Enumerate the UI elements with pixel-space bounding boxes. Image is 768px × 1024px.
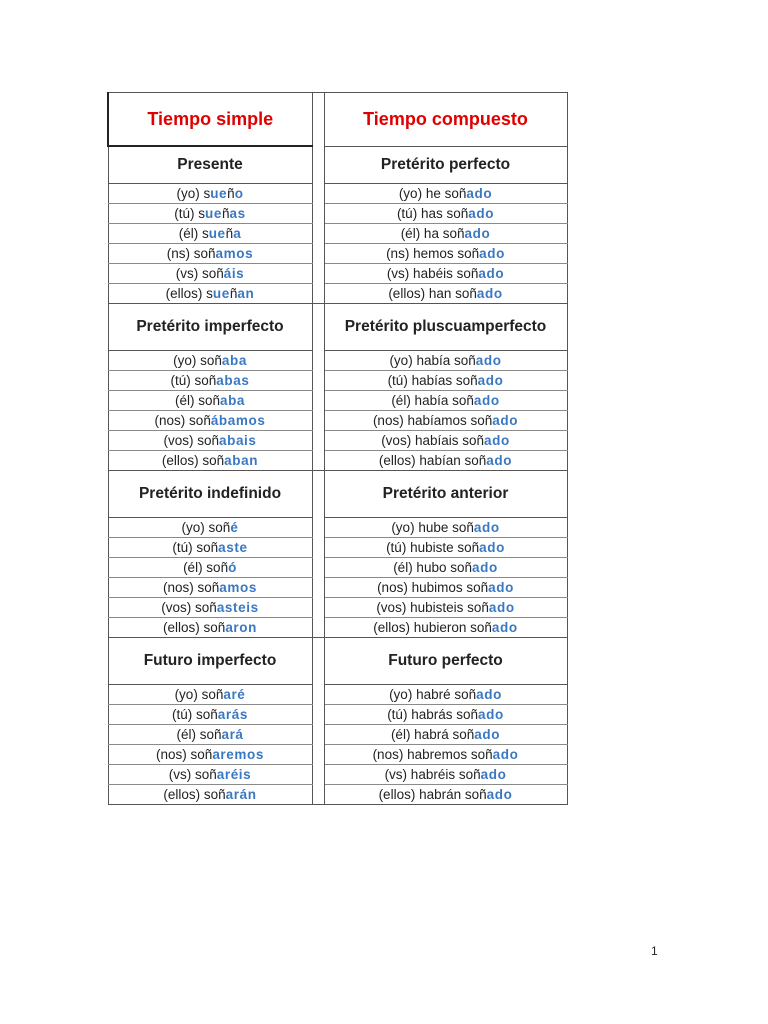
verb-stem: (nos) soñ [154, 413, 211, 428]
verb-ending: ado [475, 353, 502, 368]
verb-stem: (ellos) soñ [163, 620, 226, 635]
verb-ending: ó [228, 560, 237, 575]
compound-form [324, 204, 567, 224]
conjugation-row [108, 538, 567, 558]
verb-ending: aremos [212, 747, 264, 762]
simple-form [108, 618, 312, 638]
verb-ending: ado [480, 767, 507, 782]
column-gap [312, 304, 324, 351]
verb-ending: ado [474, 727, 501, 742]
simple-form [108, 224, 312, 244]
verb-ending: ado [488, 600, 515, 615]
conjugation-table [107, 92, 568, 805]
conjugation-row [108, 264, 567, 284]
simple-form [108, 391, 312, 411]
column-gap [312, 391, 324, 411]
column-gap [312, 685, 324, 705]
column-gap [312, 558, 324, 578]
conjugation-row [108, 598, 567, 618]
verb-stem: (yo) soñ [174, 687, 224, 702]
compound-form [324, 264, 567, 284]
header-compound-tense: Tiempo compuesto [324, 93, 567, 147]
simple-form [108, 204, 312, 224]
conjugation-row [108, 431, 567, 451]
column-gap [312, 431, 324, 451]
verb-stem: ñ [225, 226, 234, 241]
simple-tense-title: Futuro imperfecto [108, 638, 312, 685]
verb-stem: (ns) hemos soñ [386, 246, 480, 261]
compound-form [324, 725, 567, 745]
verb-stem: (tú) habías soñ [387, 373, 478, 388]
conjugation-row [108, 451, 567, 471]
verb-ending: ado [491, 620, 518, 635]
simple-form [108, 284, 312, 304]
verb-ending: asteis [216, 600, 259, 615]
verb-stem: ñ [229, 286, 238, 301]
compound-form [324, 391, 567, 411]
verb-ending: o [234, 186, 244, 201]
verb-stem: ñ [227, 186, 235, 201]
verb-stem: (yo) hube soñ [391, 520, 474, 535]
verb-ending: ado [464, 226, 491, 241]
column-gap [312, 284, 324, 304]
verb-ending: aba [221, 353, 247, 368]
conjugation-row [108, 785, 567, 805]
compound-form [324, 705, 567, 725]
column-gap [312, 411, 324, 431]
verb-ending: arás [217, 707, 248, 722]
verb-ending: ado [473, 393, 500, 408]
verb-ending: aste [218, 540, 248, 555]
compound-form [324, 578, 567, 598]
compound-form [324, 184, 567, 204]
verb-ending: ado [468, 206, 495, 221]
conjugation-row [108, 618, 567, 638]
conjugation-table-body [108, 93, 567, 805]
verb-ending: ado [492, 413, 519, 428]
simple-form [108, 411, 312, 431]
compound-tense-title: Pretérito pluscuamperfecto [324, 304, 567, 351]
page-number: 1 [651, 944, 658, 958]
column-gap [312, 745, 324, 765]
verb-stem: (ellos) habían soñ [378, 453, 487, 468]
conjugation-row [108, 518, 567, 538]
verb-stem: (vos) habíais soñ [381, 433, 484, 448]
verb-stem: (él) habrá soñ [390, 727, 475, 742]
simple-form [108, 685, 312, 705]
verb-stem: (ellos) soñ [161, 453, 225, 468]
header-simple-tense: Tiempo simple [108, 93, 312, 147]
verb-stem: (nos) habremos soñ [372, 747, 493, 762]
verb-ending: ado [476, 286, 503, 301]
simple-form [108, 558, 312, 578]
verb-ending: ue [212, 286, 230, 301]
verb-ending: é [230, 520, 239, 535]
verb-ending: ado [479, 246, 505, 261]
simple-form [108, 538, 312, 558]
compound-form [324, 431, 567, 451]
verb-ending: ará [221, 727, 244, 742]
conjugation-row [108, 204, 567, 224]
verb-stem: (nos) soñ [163, 580, 220, 595]
verb-ending: ado [473, 520, 500, 535]
simple-form [108, 598, 312, 618]
column-gap [312, 371, 324, 391]
verb-stem: (vs) soñ [168, 767, 217, 782]
verb-ending: ado [488, 580, 514, 595]
verb-stem: (yo) s [176, 186, 211, 201]
compound-form [324, 618, 567, 638]
verb-ending: ado [484, 433, 510, 448]
simple-form [108, 765, 312, 785]
verb-ending: amos [219, 580, 257, 595]
compound-tense-title: Pretérito anterior [324, 471, 567, 518]
header-row [108, 93, 567, 147]
conjugation-row [108, 284, 567, 304]
verb-ending: ábamos [210, 413, 266, 428]
simple-form [108, 371, 312, 391]
verb-ending: ado [486, 453, 513, 468]
verb-stem: (tú) has soñ [396, 206, 469, 221]
verb-stem: (ellos) soñ [163, 787, 226, 802]
column-gap [312, 184, 324, 204]
verb-stem: (ellos) s [165, 286, 213, 301]
compound-form [324, 685, 567, 705]
verb-stem: (nos) habíamos soñ [372, 413, 493, 428]
verb-stem: (tú) hubiste soñ [386, 540, 480, 555]
verb-ending: ado [477, 373, 504, 388]
column-gap [312, 351, 324, 371]
verb-ending: ado [472, 560, 498, 575]
simple-form [108, 351, 312, 371]
conjugation-row [108, 745, 567, 765]
verb-ending: ado [476, 687, 502, 702]
column-gap [312, 785, 324, 805]
column-gap [312, 264, 324, 284]
verb-stem: (yo) soñ [173, 353, 222, 368]
compound-form [324, 351, 567, 371]
verb-ending: abas [216, 373, 250, 388]
verb-stem: (él) hubo soñ [393, 560, 472, 575]
tense-title-row [108, 471, 567, 518]
verb-ending: ado [478, 266, 505, 281]
verb-ending: aron [225, 620, 257, 635]
verb-ending: aban [224, 453, 259, 468]
conjugation-row [108, 705, 567, 725]
conjugation-row [108, 765, 567, 785]
verb-ending: as [229, 206, 246, 221]
verb-stem: (vs) habréis soñ [384, 767, 481, 782]
verb-stem: (yo) había soñ [389, 353, 476, 368]
compound-form [324, 451, 567, 471]
verb-ending: ue [205, 206, 222, 221]
simple-form [108, 264, 312, 284]
simple-form [108, 184, 312, 204]
conjugation-row [108, 578, 567, 598]
verb-stem: (nos) hubimos soñ [377, 580, 489, 595]
tense-title-row [108, 304, 567, 351]
verb-ending: ado [492, 747, 519, 762]
compound-form [324, 745, 567, 765]
verb-ending: amos [215, 246, 254, 261]
compound-form [324, 558, 567, 578]
column-gap [312, 618, 324, 638]
verb-stem: (yo) soñ [181, 520, 231, 535]
verb-stem: (tú) soñ [170, 373, 217, 388]
simple-form [108, 431, 312, 451]
verb-stem: (él) soñ [174, 393, 220, 408]
tense-title-row [108, 146, 567, 184]
column-gap [312, 538, 324, 558]
verb-stem: ñ [222, 206, 230, 221]
simple-form [108, 725, 312, 745]
simple-form [108, 244, 312, 264]
conjugation-row [108, 685, 567, 705]
verb-stem: (él) s [178, 226, 209, 241]
column-gap [312, 598, 324, 618]
verb-ending: an [237, 286, 255, 301]
verb-stem: (nos) soñ [156, 747, 213, 762]
conjugation-row [108, 224, 567, 244]
verb-ending: arán [225, 787, 257, 802]
conjugation-row [108, 351, 567, 371]
simple-tense-title: Pretérito imperfecto [108, 304, 312, 351]
verb-ending: ado [479, 540, 505, 555]
verb-stem: (ellos) habrán soñ [378, 787, 487, 802]
column-gap [312, 471, 324, 518]
verb-ending: abais [219, 433, 257, 448]
conjugation-row [108, 411, 567, 431]
verb-stem: (vos) soñ [163, 433, 219, 448]
verb-stem: (ns) soñ [166, 246, 216, 261]
simple-form [108, 785, 312, 805]
conjugation-row [108, 184, 567, 204]
verb-stem: (tú) s [174, 206, 206, 221]
column-gap [312, 146, 324, 184]
column-gap [312, 204, 324, 224]
conjugation-row [108, 391, 567, 411]
compound-form [324, 411, 567, 431]
verb-ending: aréis [216, 767, 252, 782]
compound-form [324, 224, 567, 244]
column-gap [312, 518, 324, 538]
verb-ending: áis [223, 266, 245, 281]
column-gap [312, 244, 324, 264]
verb-ending: ado [477, 707, 504, 722]
verb-stem: (tú) habrás soñ [387, 707, 478, 722]
verb-stem: (ellos) han soñ [388, 286, 477, 301]
simple-form [108, 578, 312, 598]
verb-stem: (vs) soñ [175, 266, 224, 281]
verb-stem: (vos) soñ [161, 600, 217, 615]
verb-stem: (yo) he soñ [398, 186, 467, 201]
compound-tense-title: Pretérito perfecto [324, 146, 567, 184]
conjugation-row [108, 725, 567, 745]
verb-stem: (vos) hubisteis soñ [376, 600, 489, 615]
simple-tense-title: Presente [108, 146, 312, 184]
simple-tense-title: Pretérito indefinido [108, 471, 312, 518]
tense-title-row [108, 638, 567, 685]
verb-ending: ado [486, 787, 513, 802]
compound-form [324, 284, 567, 304]
verb-stem: (yo) habré soñ [389, 687, 477, 702]
verb-stem: (él) soñ [176, 727, 222, 742]
column-gap [312, 93, 324, 147]
column-gap [312, 765, 324, 785]
compound-form [324, 538, 567, 558]
verb-ending: ue [210, 186, 228, 201]
column-gap [312, 705, 324, 725]
verb-ending: a [233, 226, 242, 241]
verb-stem: (tú) soñ [172, 540, 219, 555]
compound-form [324, 518, 567, 538]
simple-form [108, 518, 312, 538]
verb-stem: (él) ha soñ [400, 226, 465, 241]
verb-stem: (tú) soñ [172, 707, 218, 722]
verb-ending: ado [466, 186, 493, 201]
simple-form [108, 451, 312, 471]
compound-form [324, 371, 567, 391]
verb-stem: (él) soñ [183, 560, 229, 575]
simple-form [108, 705, 312, 725]
verb-stem: (vs) habéis soñ [386, 266, 479, 281]
column-gap [312, 638, 324, 685]
simple-form [108, 745, 312, 765]
conjugation-row [108, 371, 567, 391]
verb-ending: aba [219, 393, 246, 408]
verb-ending: aré [223, 687, 246, 702]
compound-form [324, 244, 567, 264]
compound-form [324, 785, 567, 805]
verb-ending: ue [208, 226, 226, 241]
compound-form [324, 598, 567, 618]
conjugation-row [108, 244, 567, 264]
column-gap [312, 224, 324, 244]
compound-form [324, 765, 567, 785]
column-gap [312, 725, 324, 745]
column-gap [312, 578, 324, 598]
column-gap [312, 451, 324, 471]
verb-stem: (ellos) hubieron soñ [373, 620, 492, 635]
conjugation-row [108, 558, 567, 578]
compound-tense-title: Futuro perfecto [324, 638, 567, 685]
verb-stem: (él) había soñ [391, 393, 474, 408]
